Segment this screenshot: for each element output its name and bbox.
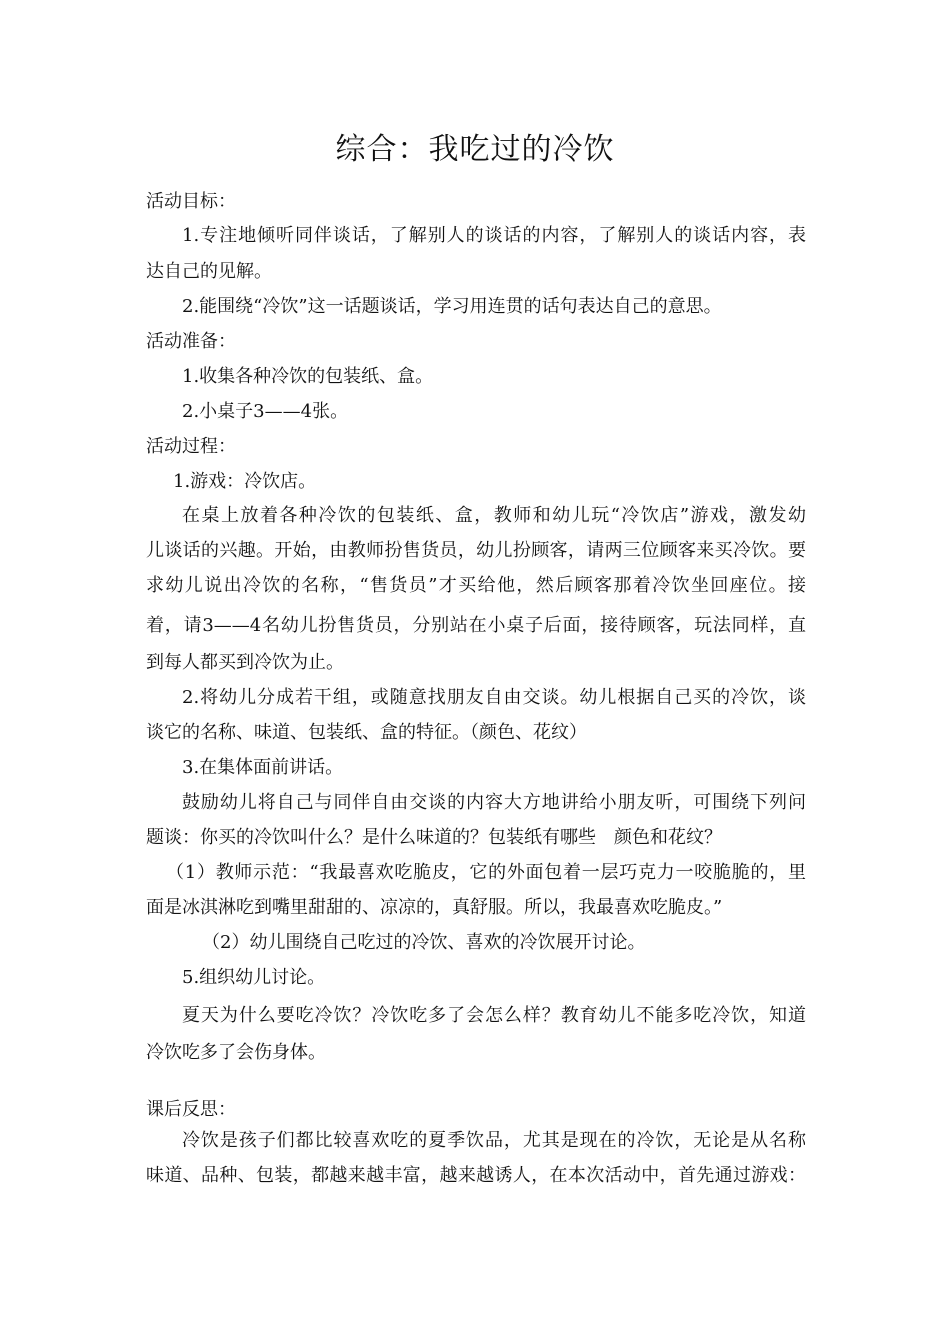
section-heading-preparation: 活动准备： [146, 331, 236, 352]
paragraph-line: 冷饮是孩子们都比较喜欢吃的夏季饮品，尤其是现在的冷饮，无论是从名称 [182, 1130, 806, 1151]
paragraph-line: 味道、品种、包装，都越来越丰富，越来越诱人，在本次活动中，首先通过游戏： [146, 1165, 806, 1186]
paragraph-line: 在桌上放着各种冷饮的包装纸、盒，教师和幼儿玩“冷饮店”游戏，激发幼 [182, 505, 806, 526]
paragraph-line: 1.游戏：冷饮店。 [173, 471, 317, 492]
paragraph-line: 求幼儿说出冷饮的名称，“售货员”才买给他，然后顾客那着冷饮坐回座位。接 [146, 575, 806, 596]
paragraph-line: 1.收集各种冷饮的包装纸、盒。 [182, 366, 434, 387]
paragraph-line: 3.在集体面前讲话。 [182, 757, 344, 778]
paragraph-line: （1）教师示范：“我最喜欢吃脆皮，它的外面包着一层巧克力一咬脆脆的，里 [166, 862, 806, 883]
section-heading-reflection: 课后反思： [146, 1099, 236, 1120]
section-heading-process: 活动过程： [146, 436, 236, 457]
paragraph-line: 冷饮吃多了会伤身体。 [146, 1042, 326, 1063]
paragraph-line: 2.将幼儿分成若干组，或随意找朋友自由交谈。幼儿根据自己买的冷饮，谈 [182, 687, 806, 708]
paragraph-line: 5.组织幼儿讨论。 [182, 967, 326, 988]
paragraph-line: 面是冰淇淋吃到嘴里甜甜的、凉凉的，真舒服。所以，我最喜欢吃脆皮。” [146, 897, 723, 918]
paragraph-line: 达自己的见解。 [146, 261, 272, 282]
paragraph-line: 鼓励幼儿将自己与同伴自由交谈的内容大方地讲给小朋友听，可围绕下列问 [182, 792, 806, 813]
paragraph-line: 着，请3——4名幼儿扮售货员，分别站在小桌子后面，接待顾客，玩法同样，直 [146, 615, 806, 636]
paragraph-line: 2.小桌子3——4张。 [182, 401, 349, 422]
paragraph-line: 2.能围绕“冷饮”这一话题谈话，学习用连贯的话句表达自己的意思。 [182, 296, 722, 317]
paragraph-line: 儿谈话的兴趣。开始，由教师扮售货员，幼儿扮顾客，请两三位顾客来买冷饮。要 [146, 540, 806, 561]
paragraph-line: （2）幼儿围绕自己吃过的冷饮、喜欢的冷饮展开讨论。 [202, 932, 646, 953]
paragraph-line: 谈它的名称、味道、包装纸、盒的特征。（颜色、花纹） [146, 722, 587, 743]
document-title: 综合：我吃过的冷饮 [335, 132, 615, 167]
paragraph-line: 夏天为什么要吃冷饮？冷饮吃多了会怎么样？教育幼儿不能多吃冷饮，知道 [182, 1005, 806, 1026]
section-heading-goals: 活动目标： [146, 191, 236, 212]
paragraph-line: 题谈：你买的冷饮叫什么？是什么味道的？包装纸有哪些 颜色和花纹？ [146, 827, 722, 848]
paragraph-line: 1.专注地倾听同伴谈话，了解别人的谈话的内容，了解别人的谈话内容，表 [182, 225, 806, 246]
paragraph-line: 到每人都买到冷饮为止。 [146, 652, 344, 673]
